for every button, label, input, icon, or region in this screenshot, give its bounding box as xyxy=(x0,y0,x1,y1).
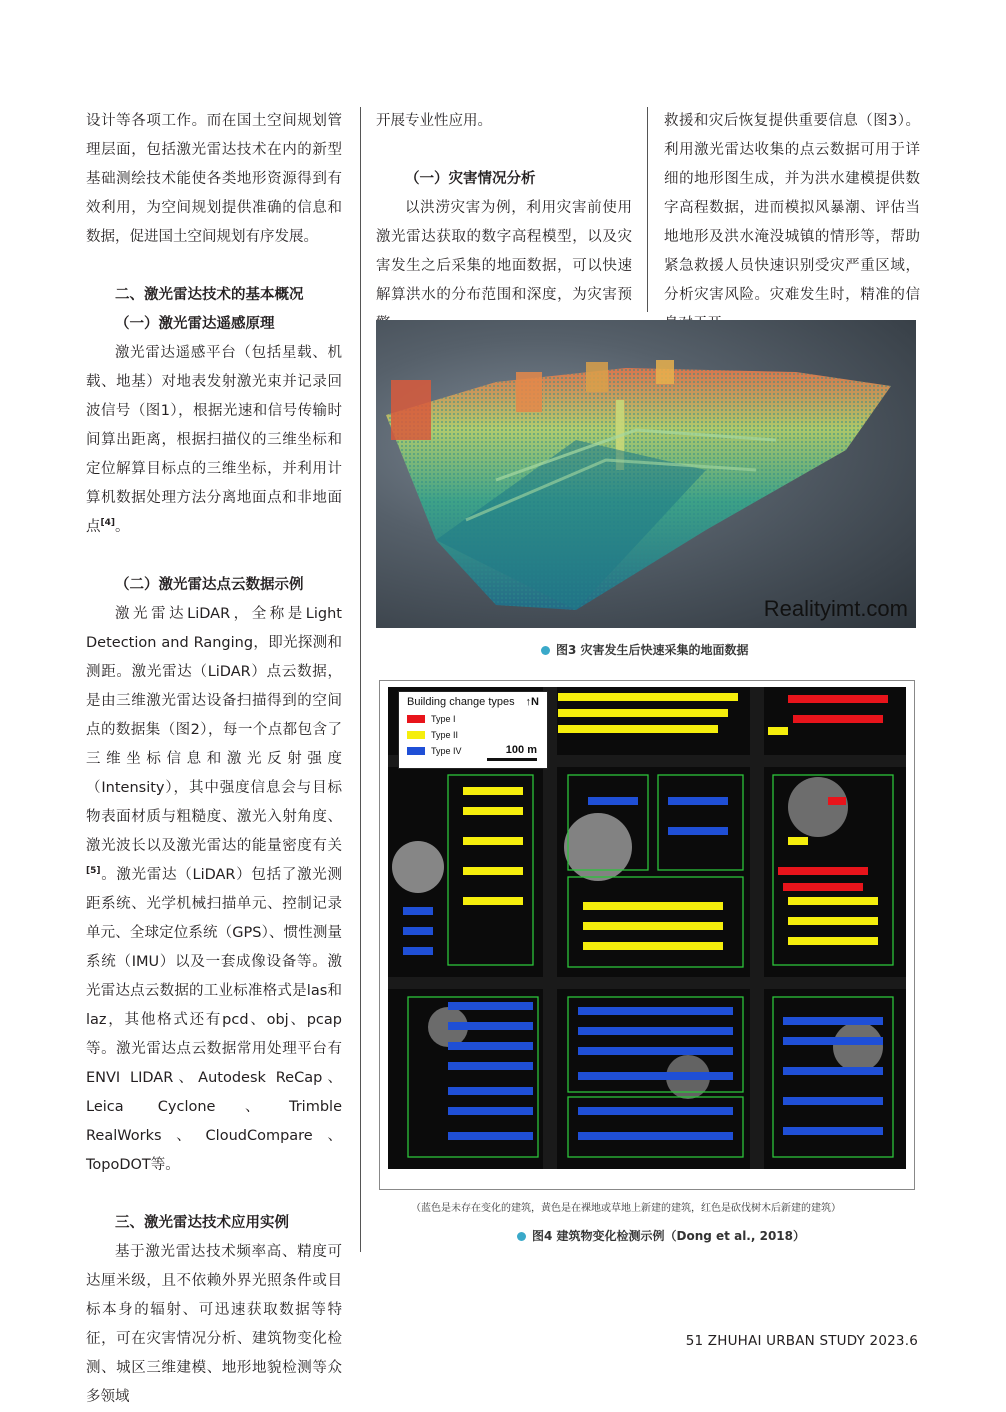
paragraph: 激光雷达LiDAR，全称是Light Detection and Ranging，即光探测和测距。激光雷达（LiDAR）点云数据，是由三维激光雷达设备扫描得到的空间点的数据集（图2），每一个点都包含了三维坐标信息和激光反射强度（Intensity），其中强度信息会与目标物表面材质与粗糙度、激光入射角度、激光波长以及激光雷达的能量密度有关[5]。激光雷达（LiDAR）包括了激光测距系统、光学机械扫描单元、控制记录单元、全球定位系统（GPS）、惯性测量系统（IMU）以及一套成像设备等。激光雷达点云数据的工业标准格式是las和laz，其他格式还有pcd、obj、pcap等。激光雷达点云数据常用处理平台有ENVI LIDAR、Autodesk ReCap、Leica Cyclone、Trimble RealWorks、CloudCompare、TopoDOT等。 xyxy=(86,606,342,1173)
figure-4-building-change-map xyxy=(379,680,915,1190)
section-heading: 三、激光雷达技术应用实例 xyxy=(115,1215,289,1231)
scale-bar xyxy=(487,758,537,761)
text-column-1 xyxy=(86,107,342,1412)
paragraph: 设计等各项工作。而在国土空间规划管理层面，包括激光雷达技术在内的新型基础测绘技术能使各类地形资源得到有效利用，为空间规划提供准确的信息和数据，促进国土空间规划有序发展。 xyxy=(86,113,342,245)
legend-item: Type II xyxy=(407,730,458,740)
column-divider xyxy=(647,107,648,312)
citation-ref: [5] xyxy=(86,866,101,877)
north-arrow-icon: ↑N xyxy=(525,696,539,708)
legend-title: Building change types xyxy=(407,696,515,708)
point-cloud-illustration xyxy=(376,320,916,628)
legend-item: Type I xyxy=(407,714,456,724)
subsection-heading: （一）灾害情况分析 xyxy=(405,171,536,187)
map-area xyxy=(388,687,906,1169)
text-column-2 xyxy=(376,107,632,339)
section-heading: 二、激光雷达技术的基本概况 xyxy=(115,287,304,303)
watermark-text: Realityimt.com xyxy=(763,596,908,621)
legend-swatch-yellow xyxy=(407,731,425,739)
page-footer: 51 ZHUHAI URBAN STUDY 2023.6 xyxy=(685,1333,918,1349)
legend-item: Type IV xyxy=(407,746,462,756)
paragraph: 基于激光雷达技术频率高、精度可达厘米级，且不依赖外界光照条件或目标本身的辐射、可迅速获取数据等特征，可在灾害情况分析、建筑物变化检测、城区三维建模、地形地貌检测等众多领域 xyxy=(86,1244,342,1405)
caption-bullet-icon xyxy=(517,1232,526,1241)
paragraph: 激光雷达遥感平台（包括星载、机载、地基）对地表发射激光束并记录回波信号（图1），根据光速和信号传输时间算出距离，根据扫描仪的三维坐标和定位解算目标点的三维坐标，并利用计算机数据处理方法分离地面点和非地面点[4]。 xyxy=(86,345,342,535)
subsection-heading: （二）激光雷达点云数据示例 xyxy=(115,577,304,593)
map-legend xyxy=(398,691,548,769)
paragraph: 开展专业性应用。 xyxy=(376,113,492,129)
figure-3-caption: 图3 灾害发生后快速采集的地面数据 xyxy=(541,641,749,658)
legend-swatch-blue xyxy=(407,747,425,755)
scale-label: 100 m xyxy=(505,744,537,756)
paragraph: 以洪涝灾害为例，利用灾害前使用激光雷达获取的数字高程模型，以及灾害发生之后采集的地面数据，可以快速解算洪水的分布范围和深度，为灾害预 xyxy=(376,200,632,303)
figure-4-note: （蓝色是未存在变化的建筑，黄色是在裸地或草地上新建的建筑，红色是砍伐树木后新建的建筑） xyxy=(411,1203,841,1214)
caption-bullet-icon xyxy=(541,646,550,655)
text-column-3 xyxy=(664,107,920,339)
legend-swatch-red xyxy=(407,715,425,723)
column-divider xyxy=(360,107,361,1252)
figure-3-point-cloud xyxy=(376,320,916,628)
citation-ref: [4] xyxy=(100,518,115,529)
paragraph: 救援和灾后恢复提供重要信息（图3）。利用激光雷达收集的点云数据可用于详细的地形图生成，并为洪水建模提供数字高程数据，进而模拟风暴潮、评估当地地形及洪水淹没城镇的情形等，帮助紧急救援人员快速识别受灾严重区域，分析灾害风险。灾难发生时，精准的信 xyxy=(664,113,920,303)
figure-4-caption: 图4 建筑物变化检测示例（Dong et al., 2018） xyxy=(517,1227,805,1244)
subsection-heading: （一）激光雷达遥感原理 xyxy=(115,316,275,332)
